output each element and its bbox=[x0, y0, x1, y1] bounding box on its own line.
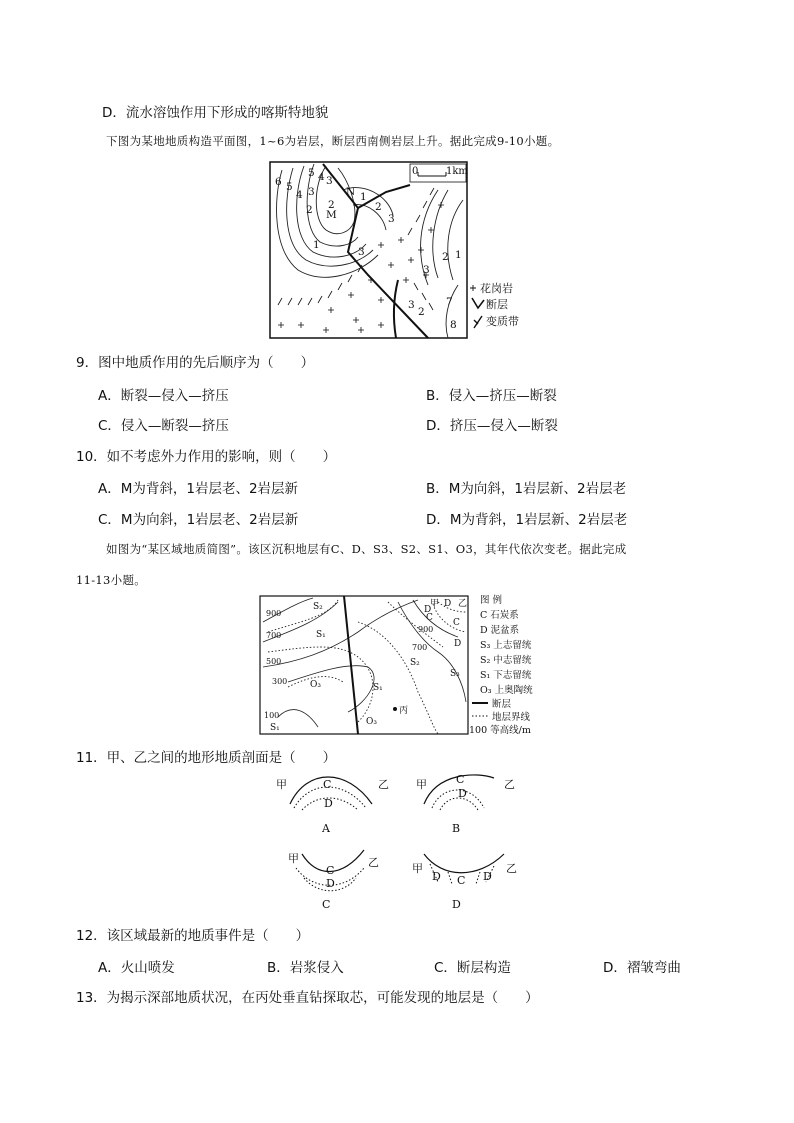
legend-c: C 石炭系 bbox=[480, 610, 519, 621]
profile-a-label: A bbox=[322, 822, 330, 835]
label-2c: 2 bbox=[375, 201, 382, 213]
label-2b: 2 bbox=[328, 199, 335, 211]
q11-stem: 11．甲、乙之间的地形地质剖面是（ ） bbox=[76, 750, 337, 766]
label-m: M bbox=[326, 209, 337, 221]
profile-b-left: 甲 bbox=[416, 778, 427, 791]
label-3c: 3 bbox=[388, 213, 395, 225]
label-3f: 3 bbox=[408, 299, 415, 311]
scale-label: 1km bbox=[446, 166, 468, 177]
q13-stem: 13．为揭示深部地质状况，在丙处垂直钻探取芯，可能发现的地层是（ ） bbox=[76, 990, 539, 1006]
stratum-d-inner: D bbox=[424, 605, 432, 615]
label-3d: 3 bbox=[358, 246, 365, 258]
point-yi: 乙 bbox=[458, 599, 468, 609]
profile-d-left: 甲 bbox=[412, 862, 423, 875]
q10-option-a[interactable]: A．M为背斜，1岩层老、2岩层新 bbox=[98, 481, 299, 497]
profile-c[interactable] bbox=[288, 850, 379, 911]
stratum-o3-west: O₃ bbox=[310, 680, 321, 690]
stratum-c-inner: C bbox=[426, 613, 433, 623]
profile-c-right: 乙 bbox=[368, 856, 379, 869]
point-jia: 甲 bbox=[430, 599, 440, 609]
profile-a-right: 乙 bbox=[378, 778, 389, 791]
scale-zero: 0 bbox=[412, 166, 419, 177]
stratum-d-east: D bbox=[454, 639, 462, 649]
profile-b-label: B bbox=[452, 822, 461, 835]
profile-a-left: 甲 bbox=[276, 778, 287, 791]
label-2f: 2 bbox=[418, 306, 425, 318]
regional-geology-map bbox=[258, 592, 540, 738]
legend-o3: O₃ 上奥陶统 bbox=[480, 685, 533, 696]
profile-d-layer-d1: D bbox=[432, 870, 441, 883]
granite-legend-icon bbox=[470, 285, 476, 291]
label-2e: 2 bbox=[442, 251, 449, 263]
fault-legend-icon bbox=[472, 298, 484, 308]
profile-options bbox=[272, 768, 532, 918]
intro-11-13-line2: 11-13小题。 bbox=[76, 573, 147, 587]
q10-option-b[interactable]: B．M为向斜，1岩层新、2岩层老 bbox=[426, 481, 627, 497]
profile-b-layer-d: D bbox=[458, 787, 467, 800]
profile-c-layer-c: C bbox=[326, 864, 335, 877]
q12-option-c[interactable]: C．断层构造 bbox=[434, 960, 511, 976]
q10-option-c[interactable]: C．M为向斜，1岩层老、2岩层新 bbox=[98, 512, 299, 528]
intro-11-13-line1: 如图为“某区域地质简图”。该区沉积地层有C、D、S3、S2、S1、O3，其年代依次变老。据此完成 bbox=[106, 542, 627, 556]
q8-option-d: D．流水溶蚀作用下形成的喀斯特地貌 bbox=[102, 105, 329, 121]
label-4: 4 bbox=[296, 189, 303, 201]
scale-bar bbox=[410, 164, 468, 182]
point-bing-marker bbox=[393, 707, 397, 711]
intro-9-10: 下图为某地地质构造平面图，1~6为岩层，断层西南侧岩层上升。据此完成9-10小题。 bbox=[106, 134, 560, 148]
profile-a-layer-d: D bbox=[324, 797, 333, 810]
profile-d-label: D bbox=[452, 898, 461, 911]
map1-legend bbox=[470, 281, 519, 328]
legend-boundary: 地层界线 bbox=[492, 712, 531, 723]
q9-option-a[interactable]: A．断裂—侵入—挤压 bbox=[98, 388, 229, 404]
legend-fault: 断层 bbox=[492, 699, 512, 710]
contour-700a: 700 bbox=[266, 631, 282, 640]
label-n: N bbox=[346, 186, 356, 198]
stratum-s3: S₃ bbox=[450, 669, 460, 679]
profile-d-layer-c: C bbox=[457, 874, 466, 887]
profile-a-layer-c: C bbox=[323, 778, 332, 791]
legend-metamorphic: 变质带 bbox=[486, 315, 519, 328]
contour-700b: 700 bbox=[412, 643, 428, 652]
profile-c-left: 甲 bbox=[288, 852, 299, 865]
q9-option-c[interactable]: C．侵入—断裂—挤压 bbox=[98, 418, 229, 434]
legend-s2: S₂ 中志留统 bbox=[480, 655, 532, 666]
contour-500: 500 bbox=[266, 657, 282, 666]
legend-contour: 100 等高线/m bbox=[469, 725, 531, 736]
stratum-c: C bbox=[453, 618, 460, 628]
legend-s1: S₁ 下志留统 bbox=[480, 670, 532, 681]
label-8: 8 bbox=[450, 319, 457, 331]
label-1e: 1 bbox=[455, 249, 462, 261]
q9-option-b[interactable]: B．侵入—挤压—断裂 bbox=[426, 388, 557, 404]
legend-d: D 泥盆系 bbox=[480, 625, 520, 636]
label-4b: 4 bbox=[318, 171, 325, 183]
q9-stem: 9．图中地质作用的先后顺序为（ ） bbox=[76, 355, 315, 371]
legend-s3: S₃ 上志留统 bbox=[480, 640, 532, 651]
legend-title: 图 例 bbox=[480, 595, 503, 606]
profile-c-label: C bbox=[322, 898, 331, 911]
label-1b: 1 bbox=[360, 191, 367, 203]
stratum-o3-south: O₃ bbox=[366, 717, 377, 727]
contour-900a: 900 bbox=[266, 609, 282, 618]
legend-fault: 断层 bbox=[486, 298, 508, 311]
label-3e: 3 bbox=[423, 264, 430, 276]
q12-option-b[interactable]: B．岩浆侵入 bbox=[267, 960, 344, 976]
map2-frame bbox=[260, 596, 468, 734]
stratum-s1-east: S₁ bbox=[373, 683, 383, 693]
stratum-s1-southwest: S₁ bbox=[270, 723, 280, 733]
point-bing: 丙 bbox=[399, 706, 409, 716]
q12-option-d[interactable]: D．褶皱弯曲 bbox=[603, 960, 681, 976]
label-7: 7 bbox=[446, 296, 453, 308]
q10-stem: 10．如不考虑外力作用的影响，则（ ） bbox=[76, 449, 337, 465]
q12-option-a[interactable]: A．火山喷发 bbox=[98, 960, 175, 976]
profile-d[interactable] bbox=[412, 854, 517, 911]
label-5b: 5 bbox=[308, 167, 315, 179]
label-3: 3 bbox=[308, 186, 315, 198]
profile-d-layer-d2: D bbox=[483, 870, 492, 883]
profile-b-right: 乙 bbox=[504, 778, 515, 791]
label-6: 6 bbox=[275, 176, 282, 188]
label-1: 1 bbox=[313, 239, 320, 251]
q9-option-d[interactable]: D．挤压—侵入—断裂 bbox=[426, 418, 558, 434]
q10-option-d[interactable]: D．M为背斜，1岩层新、2岩层老 bbox=[426, 512, 628, 528]
label-3b: 3 bbox=[326, 175, 333, 187]
geologic-structure-map bbox=[268, 160, 528, 340]
label-5: 5 bbox=[286, 181, 293, 193]
stratum-s1-north: S₁ bbox=[316, 630, 326, 640]
metamorphic-legend-icon bbox=[474, 316, 482, 328]
profile-b[interactable] bbox=[416, 773, 515, 835]
q12-stem: 12．该区域最新的地质事件是（ ） bbox=[76, 928, 310, 944]
stratum-s2-north: S₂ bbox=[313, 602, 323, 612]
profile-a[interactable] bbox=[276, 777, 389, 835]
map2-legend bbox=[469, 594, 533, 736]
label-2: 2 bbox=[306, 204, 313, 216]
profile-d-right: 乙 bbox=[506, 862, 517, 875]
profile-b-layer-c: C bbox=[456, 773, 465, 786]
stratum-d-north: D bbox=[444, 599, 452, 609]
stratum-s2-east: S₂ bbox=[410, 658, 420, 668]
profile-c-layer-d: D bbox=[326, 877, 335, 890]
contour-100: 100 bbox=[264, 711, 280, 720]
contour-300: 300 bbox=[272, 677, 288, 686]
legend-granite: 花岗岩 bbox=[480, 282, 513, 295]
contour-900b: 900 bbox=[418, 625, 434, 634]
